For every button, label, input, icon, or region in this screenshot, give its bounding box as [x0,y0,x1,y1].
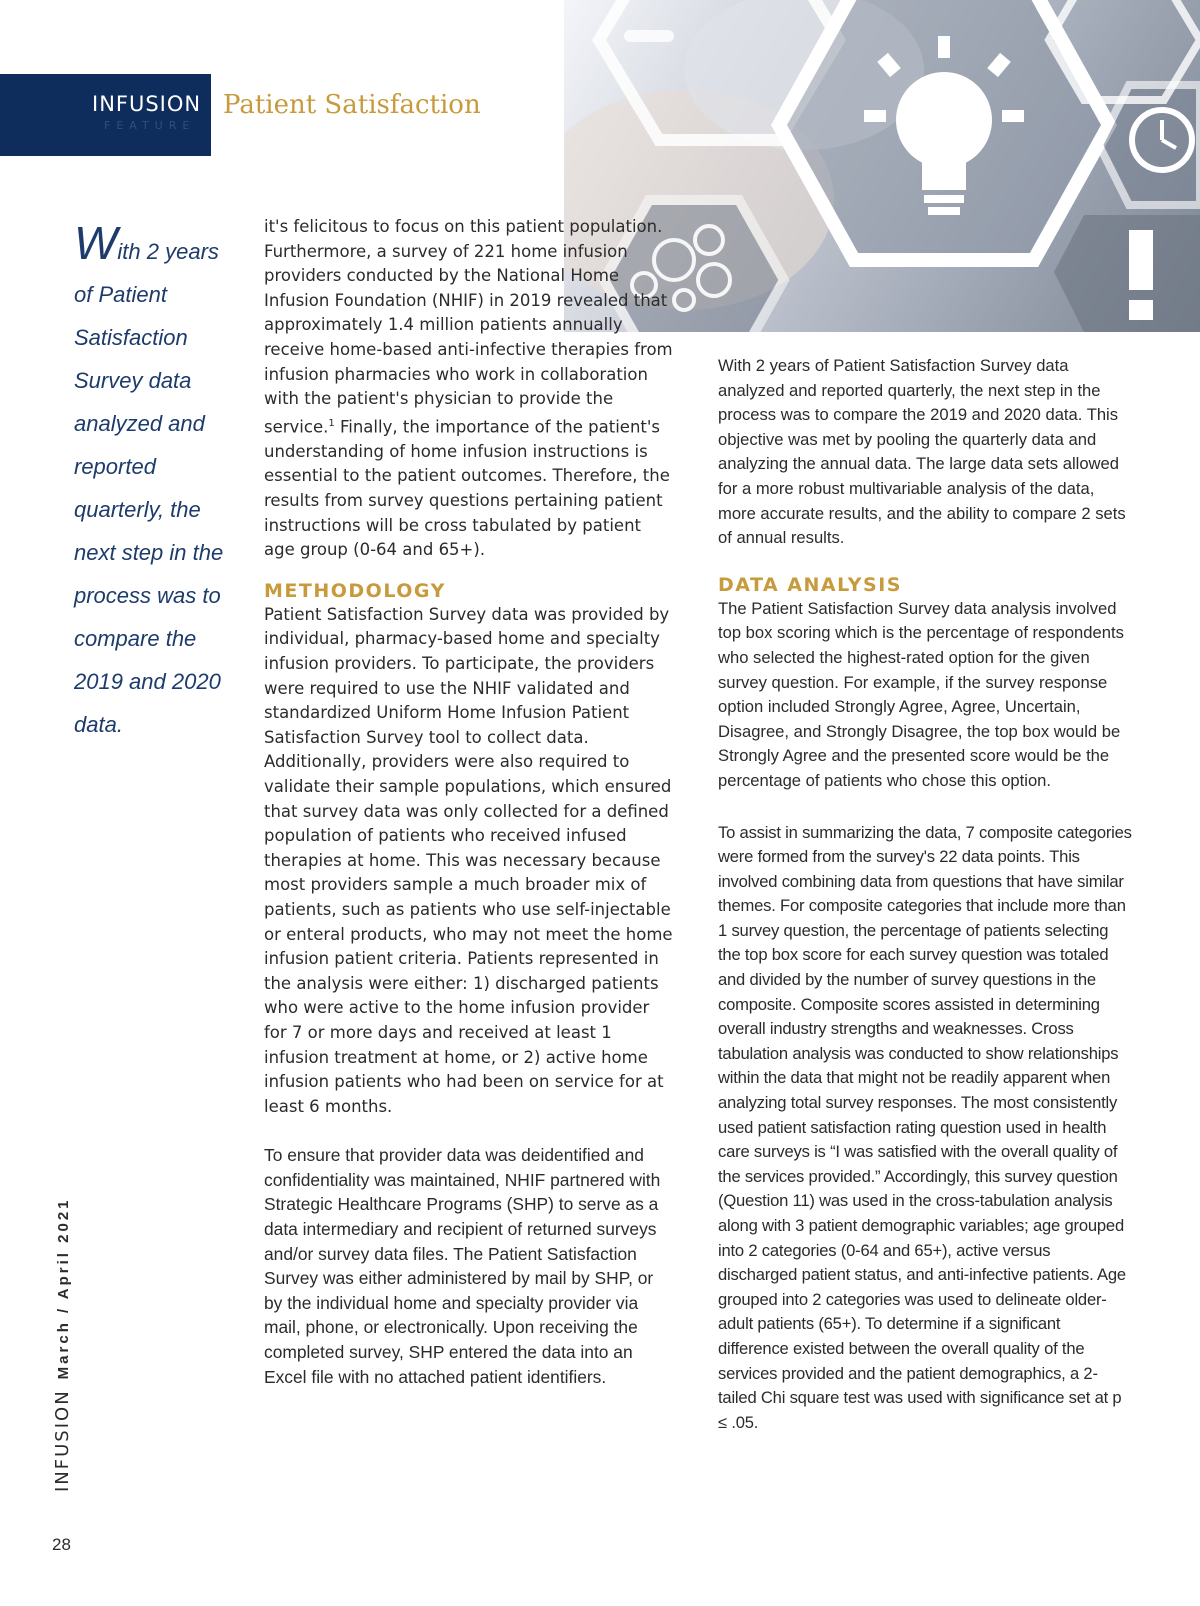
infusion-logo-subtitle: FEATURE [104,119,196,132]
methodology-heading: METHODOLOGY [264,579,446,602]
side-brand: INFUSION [52,1389,73,1492]
article-column-1 [264,215,674,1389]
pull-quote-text: ith 2 years of Patient Satisfaction Survey data analyzed and reported quarterly, the next step in the process was to compare the 2019 and 2020 data. [74,239,224,737]
exclamation-icon [1129,230,1153,320]
issue-side-label [52,1197,73,1492]
data-analysis-heading: DATA ANALYSIS [718,573,902,596]
methodology-paragraph-2: To ensure that provider data was deidentified and confidentiality was maintained, NHIF partnered with Strategic Healthcare Programs (SHP) to serve as a data intermediary and recipient of returned surveys and/or survey data files. The Patient Satisfaction Survey was either administered by mail by SHP, or by the individual home and specialty provider via mail, phone, or electronically. Upon receiving the completed survey, SHP entered the data into an Excel file with no attached patient identifiers. [264,1145,661,1387]
column2-intro-paragraph: With 2 years of Patient Satisfaction Survey data analyzed and reported quarterly, the next step in the process was to compare the 2019 and 2020 data. This objective was met by pooling the quarterly data and analyzing the annual data. The large data sets allowed for a more robust multivariable analysis of the data, more accurate results, and the ability to compare 2 sets of annual results. [718,356,1126,548]
section-title: Patient Satisfaction [223,90,481,120]
data-analysis-paragraph-2: To assist in summarizing the data, 7 composite categories were formed from the survey's 22 data points. This involved combining data from questions that have similar themes. For composite categories that include more than 1 survey question, the percentage of patients selecting the top box score for each survey question was totaled and divided by the number of survey questions in the composite. Composite scores assisted in determining overall industry strengths and weaknesses. Cross tabulation analysis was conducted to show relationships within the data that might not be readily apparent when analyzing total survey responses. The most consistently used patient satisfaction rating question used in health care surveys is “I was satisfied with the overall quality of the services provided.” Accordingly, this survey question (Question 11) was used in the cross-tabulation analysis along with 3 patient demographic variables; age grouped into 2 categories (0-64 and 65+), active versus discharged patient status, and anti-infective patients. Age grouped into 2 categories was used to delineate older-adult patients (65+). To determine if a significant difference existed between the overall quality of the services provided and the patient demographics, a 2-tailed Chi square test was used with significance set at p ≤ .05. [718,822,1132,1432]
issue-date: March / April 2021 [55,1197,72,1380]
methodology-paragraph-1: Patient Satisfaction Survey data was provided by individual, pharmacy-based home and specialty infusion providers. To participate, the providers were required to use the NHIF validated and standardized Uniform Home Infusion Patient Satisfaction Survey tool to collect data. Additionally, providers were also required to validate their sample populations, which ensured that survey data was only collected for a defined population of patients who received infused therapies at home. This was necessary because most providers sample a much broader mix of patients, such as patients who use self-injectable or enteral products, who may not meet the home infusion patient criteria. Patients represented in the analysis were either: 1) discharged patients who were active to the home infusion provider for 7 or more days and received at least 1 infusion treatment at home, or 2) active home infusion patients who had been on service for at least 6 months. [264,604,673,1116]
reference-superscript: 1 [328,417,335,429]
connector-line-icon [624,30,674,42]
pull-quote [74,217,234,746]
intro-text: it's felicitous to focus on this patient population. Furthermore, a survey of 221 home infusion providers conducted by the National Home Infusion Foundation (NHIF) in 2019 revealed that approximately 1.4 million patients annually receive home-based anti-infective therapies from infusion pharmacies who work in collaboration with the patient's physician to provide the service. [264,217,673,437]
page-number: 28 [52,1535,71,1554]
intro-paragraph [264,215,674,563]
intro-text-end: Finally, the importance of the patient's understanding of home infusion instructions is essential to the patient outcomes. Therefore, the results from survey questions pertaining patient instructions will be cross tabulated by patient age group (0-64 and 65+). [264,417,670,560]
hexagon-exclamation [1054,215,1200,332]
data-analysis-paragraph-1: The Patient Satisfaction Survey data analysis involved top box scoring which is the percentage of respondents who selected the highest-rated option for the given survey question. For example, if the survey response option included Strongly Agree, Agree, Uncertain, Disagree, and Strongly Disagree, the top box would be Strongly Agree and the presented score would be the percentage of patients who chose this option. [718,598,1124,790]
pull-quote-drop-cap: W [74,217,118,269]
article-column-2 [718,354,1132,1435]
infusion-logo: INFUSION [92,92,202,116]
